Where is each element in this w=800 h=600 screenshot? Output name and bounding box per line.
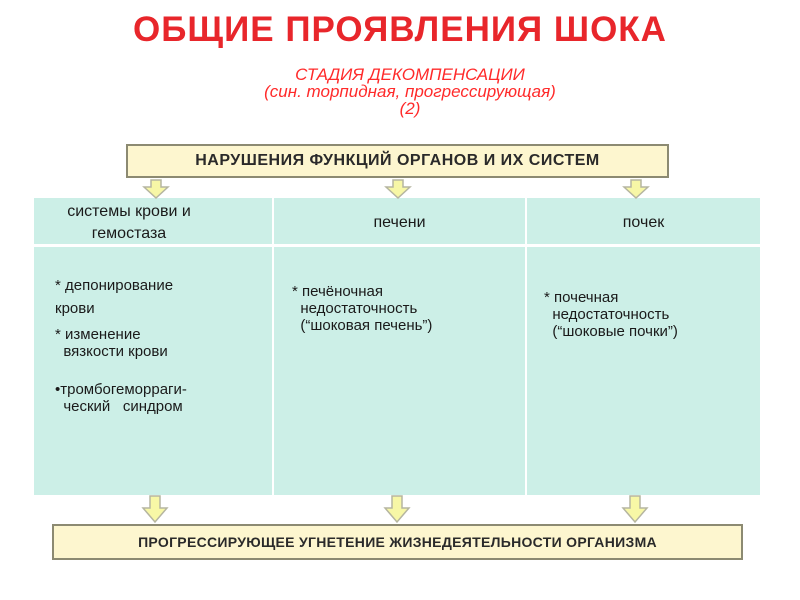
arrow-down-icon (386, 180, 410, 198)
column-header-kidneys: почек (622, 214, 665, 231)
blood-item-depositing: * депонирование крови (55, 277, 174, 317)
arrow-down-icon (143, 496, 167, 522)
blood-item-viscosity: * изменение вязкости крови (55, 326, 168, 360)
progressive-depression-box: ПРОГРЕССИРУЮЩЕЕ УГНЕТЕНИЕ ЖИЗНЕДЕЯТЕЛЬНОСТИ ОРГАНИЗМА (52, 524, 743, 560)
arrow-down-icon (144, 180, 168, 198)
subtitle-line-synonyms: (син. торпидная, прогрессирующая) (264, 82, 556, 101)
liver-item-insufficiency: * печёночная недостаточность (“шоковая печень”) (292, 283, 433, 334)
arrow-down-icon (623, 496, 647, 522)
blood-item-thrombohemorrhagic: •тромбогеморраги- ческий синдром (55, 381, 187, 415)
organ-dysfunction-box: НАРУШЕНИЯ ФУНКЦИЙ ОРГАНОВ И ИХ СИСТЕМ (126, 144, 669, 178)
column-header-blood: системы крови и гемостаза (67, 203, 191, 242)
subtitle-line-number: (2) (399, 99, 421, 118)
page-title: ОБЩИЕ ПРОЯВЛЕНИЯ ШОКА (133, 10, 667, 49)
column-header-liver: печени (373, 214, 426, 231)
arrow-down-icon (624, 180, 648, 198)
arrow-down-icon (385, 496, 409, 522)
kidney-item-insufficiency: * почечная недостаточность (“шоковые почки”) (544, 289, 678, 340)
subtitle-line-stage: СТАДИЯ ДЕКОМПЕНСАЦИИ (295, 65, 525, 84)
